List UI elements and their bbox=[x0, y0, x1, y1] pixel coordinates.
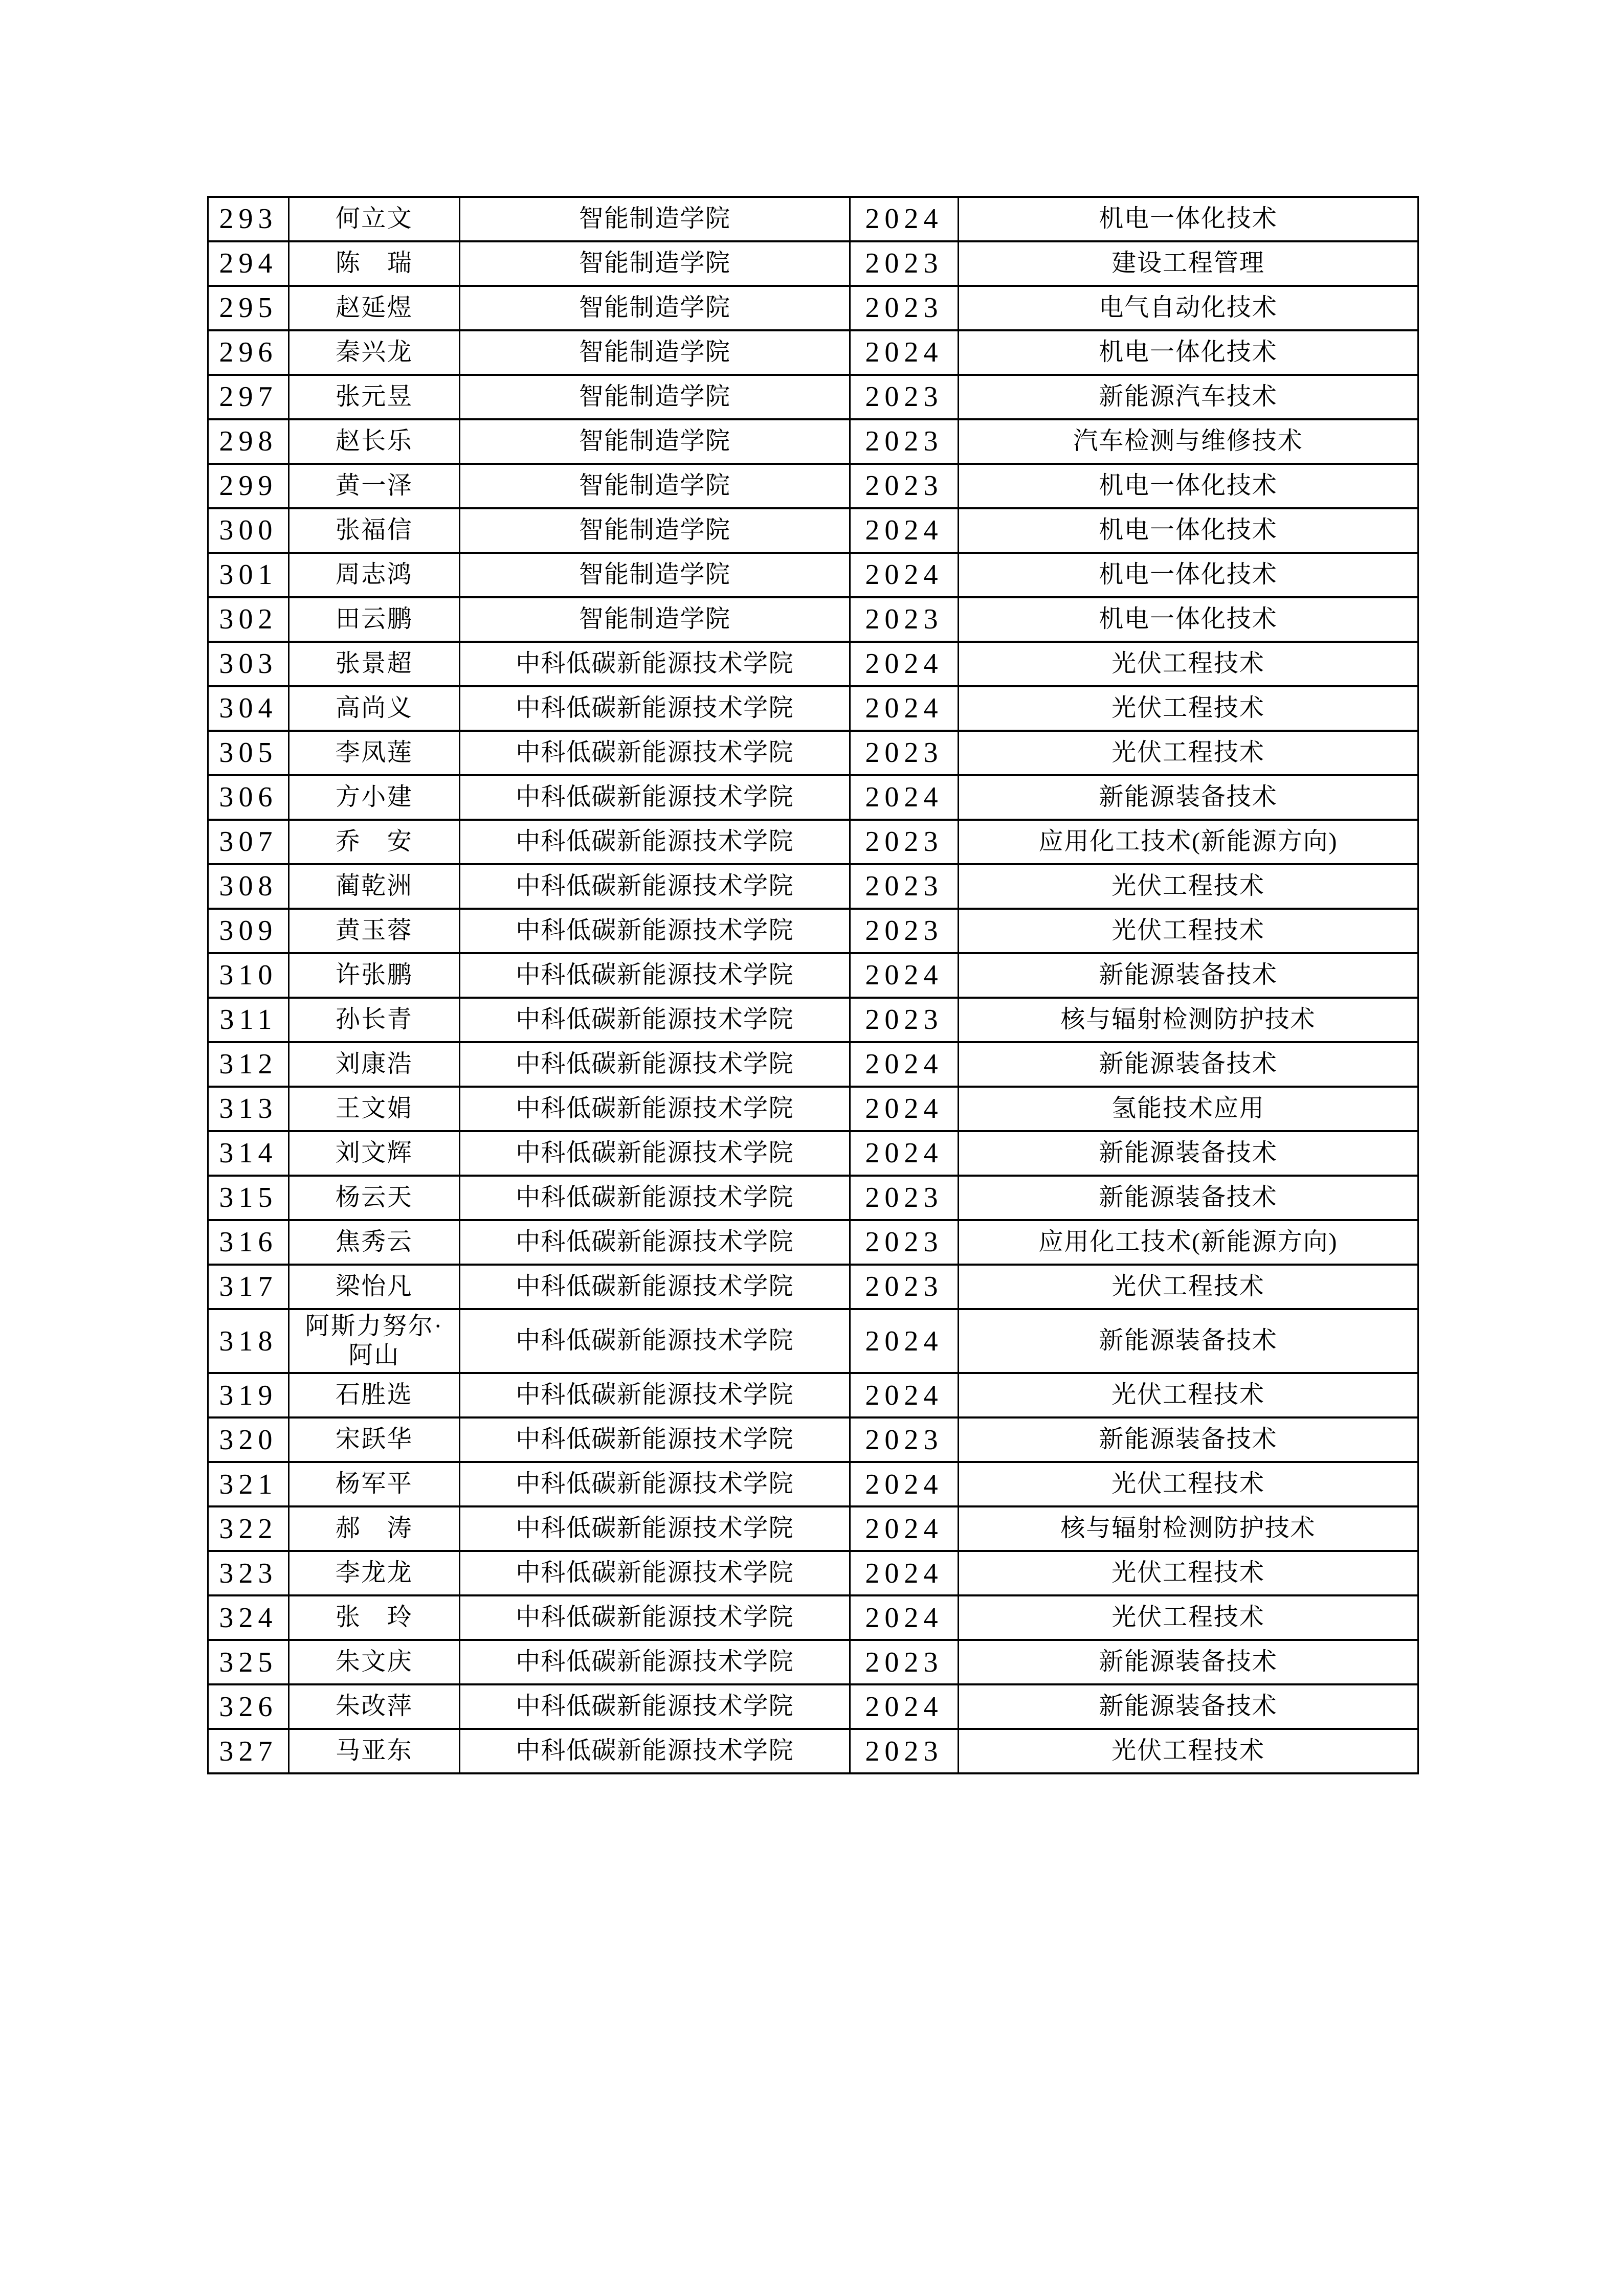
cell-name: 黄玉蓉 bbox=[289, 909, 460, 953]
cell-no: 297 bbox=[208, 375, 289, 419]
table-row bbox=[208, 197, 1418, 241]
cell-name: 张福信 bbox=[289, 508, 460, 553]
cell-year: 2023 bbox=[850, 1220, 959, 1265]
cell-year: 2024 bbox=[850, 686, 959, 731]
cell-no: 316 bbox=[208, 1220, 289, 1265]
table-row bbox=[208, 686, 1418, 731]
cell-name: 陈 瑞 bbox=[289, 241, 460, 286]
cell-name: 赵长乐 bbox=[289, 419, 460, 464]
cell-college: 中科低碳新能源技术学院 bbox=[460, 1551, 850, 1595]
cell-year: 2024 bbox=[850, 553, 959, 597]
table-row bbox=[208, 820, 1418, 864]
table-row bbox=[208, 241, 1418, 286]
cell-college: 中科低碳新能源技术学院 bbox=[460, 1684, 850, 1729]
cell-college: 中科低碳新能源技术学院 bbox=[460, 686, 850, 731]
cell-year: 2024 bbox=[850, 1131, 959, 1176]
cell-name: 刘文辉 bbox=[289, 1131, 460, 1176]
table-row bbox=[208, 1373, 1418, 1417]
cell-major: 新能源装备技术 bbox=[959, 1131, 1418, 1176]
cell-year: 2023 bbox=[850, 464, 959, 508]
cell-year: 2024 bbox=[850, 1551, 959, 1595]
cell-no: 315 bbox=[208, 1176, 289, 1220]
cell-name: 宋跃华 bbox=[289, 1417, 460, 1462]
cell-college: 智能制造学院 bbox=[460, 241, 850, 286]
cell-year: 2024 bbox=[850, 1684, 959, 1729]
cell-major: 汽车检测与维修技术 bbox=[959, 419, 1418, 464]
cell-college: 中科低碳新能源技术学院 bbox=[460, 1462, 850, 1506]
cell-no: 298 bbox=[208, 419, 289, 464]
cell-no: 325 bbox=[208, 1640, 289, 1684]
cell-no: 296 bbox=[208, 330, 289, 375]
cell-college: 中科低碳新能源技术学院 bbox=[460, 1042, 850, 1087]
cell-no: 294 bbox=[208, 241, 289, 286]
cell-name: 李龙龙 bbox=[289, 1551, 460, 1595]
cell-year: 2023 bbox=[850, 241, 959, 286]
table-row bbox=[208, 1506, 1418, 1551]
cell-major: 光伏工程技术 bbox=[959, 686, 1418, 731]
cell-year: 2024 bbox=[850, 1309, 959, 1373]
table-row bbox=[208, 775, 1418, 820]
cell-no: 318 bbox=[208, 1309, 289, 1373]
cell-year: 2024 bbox=[850, 1042, 959, 1087]
cell-major: 光伏工程技术 bbox=[959, 909, 1418, 953]
cell-name: 刘康浩 bbox=[289, 1042, 460, 1087]
cell-college: 智能制造学院 bbox=[460, 553, 850, 597]
cell-name: 王文娟 bbox=[289, 1087, 460, 1131]
cell-no: 309 bbox=[208, 909, 289, 953]
cell-college: 智能制造学院 bbox=[460, 597, 850, 642]
cell-college: 中科低碳新能源技术学院 bbox=[460, 1176, 850, 1220]
cell-year: 2023 bbox=[850, 1265, 959, 1309]
cell-major: 机电一体化技术 bbox=[959, 508, 1418, 553]
cell-year: 2024 bbox=[850, 1373, 959, 1417]
cell-name: 蔺乾洲 bbox=[289, 864, 460, 909]
cell-major: 新能源汽车技术 bbox=[959, 375, 1418, 419]
cell-college: 智能制造学院 bbox=[460, 286, 850, 330]
cell-major: 机电一体化技术 bbox=[959, 330, 1418, 375]
cell-year: 2023 bbox=[850, 998, 959, 1042]
cell-major: 应用化工技术(新能源方向) bbox=[959, 1220, 1418, 1265]
cell-major: 机电一体化技术 bbox=[959, 597, 1418, 642]
cell-year: 2023 bbox=[850, 864, 959, 909]
cell-no: 305 bbox=[208, 731, 289, 775]
table-row bbox=[208, 375, 1418, 419]
cell-year: 2023 bbox=[850, 820, 959, 864]
cell-name: 张 玲 bbox=[289, 1595, 460, 1640]
cell-year: 2024 bbox=[850, 642, 959, 686]
table-row bbox=[208, 1042, 1418, 1087]
table-row bbox=[208, 642, 1418, 686]
cell-year: 2024 bbox=[850, 953, 959, 998]
cell-college: 智能制造学院 bbox=[460, 375, 850, 419]
cell-name: 郝 涛 bbox=[289, 1506, 460, 1551]
cell-major: 新能源装备技术 bbox=[959, 1042, 1418, 1087]
cell-name: 周志鸿 bbox=[289, 553, 460, 597]
cell-no: 324 bbox=[208, 1595, 289, 1640]
table-row bbox=[208, 1640, 1418, 1684]
cell-year: 2023 bbox=[850, 1729, 959, 1773]
cell-no: 300 bbox=[208, 508, 289, 553]
roster-table bbox=[207, 196, 1419, 1774]
cell-major: 光伏工程技术 bbox=[959, 1551, 1418, 1595]
table-row bbox=[208, 953, 1418, 998]
cell-no: 311 bbox=[208, 998, 289, 1042]
cell-no: 303 bbox=[208, 642, 289, 686]
table-row bbox=[208, 1595, 1418, 1640]
cell-college: 智能制造学院 bbox=[460, 197, 850, 241]
table-row bbox=[208, 909, 1418, 953]
table-row bbox=[208, 1265, 1418, 1309]
cell-name: 张元昱 bbox=[289, 375, 460, 419]
cell-major: 新能源装备技术 bbox=[959, 1417, 1418, 1462]
cell-major: 光伏工程技术 bbox=[959, 1729, 1418, 1773]
cell-year: 2024 bbox=[850, 330, 959, 375]
cell-no: 322 bbox=[208, 1506, 289, 1551]
table-row bbox=[208, 553, 1418, 597]
cell-college: 中科低碳新能源技术学院 bbox=[460, 864, 850, 909]
cell-major: 光伏工程技术 bbox=[959, 731, 1418, 775]
cell-college: 中科低碳新能源技术学院 bbox=[460, 1373, 850, 1417]
table-row bbox=[208, 1087, 1418, 1131]
cell-college: 中科低碳新能源技术学院 bbox=[460, 909, 850, 953]
cell-no: 321 bbox=[208, 1462, 289, 1506]
cell-major: 新能源装备技术 bbox=[959, 1684, 1418, 1729]
cell-no: 326 bbox=[208, 1684, 289, 1729]
cell-year: 2023 bbox=[850, 419, 959, 464]
cell-major: 氢能技术应用 bbox=[959, 1087, 1418, 1131]
cell-major: 应用化工技术(新能源方向) bbox=[959, 820, 1418, 864]
cell-year: 2024 bbox=[850, 1462, 959, 1506]
cell-name: 朱文庆 bbox=[289, 1640, 460, 1684]
cell-college: 智能制造学院 bbox=[460, 508, 850, 553]
cell-name: 张景超 bbox=[289, 642, 460, 686]
cell-no: 307 bbox=[208, 820, 289, 864]
cell-year: 2023 bbox=[850, 1176, 959, 1220]
cell-year: 2024 bbox=[850, 1595, 959, 1640]
cell-no: 317 bbox=[208, 1265, 289, 1309]
table-row bbox=[208, 998, 1418, 1042]
cell-college: 中科低碳新能源技术学院 bbox=[460, 1309, 850, 1373]
table-row bbox=[208, 1309, 1418, 1373]
cell-no: 293 bbox=[208, 197, 289, 241]
cell-name: 方小建 bbox=[289, 775, 460, 820]
cell-no: 314 bbox=[208, 1131, 289, 1176]
cell-no: 323 bbox=[208, 1551, 289, 1595]
cell-major: 核与辐射检测防护技术 bbox=[959, 998, 1418, 1042]
cell-name: 许张鹏 bbox=[289, 953, 460, 998]
roster-table-body bbox=[208, 197, 1418, 1773]
cell-major: 新能源装备技术 bbox=[959, 775, 1418, 820]
cell-college: 中科低碳新能源技术学院 bbox=[460, 1220, 850, 1265]
cell-year: 2023 bbox=[850, 597, 959, 642]
cell-college: 智能制造学院 bbox=[460, 330, 850, 375]
cell-major: 光伏工程技术 bbox=[959, 1373, 1418, 1417]
table-row bbox=[208, 1131, 1418, 1176]
cell-no: 313 bbox=[208, 1087, 289, 1131]
cell-no: 299 bbox=[208, 464, 289, 508]
cell-college: 中科低碳新能源技术学院 bbox=[460, 1506, 850, 1551]
cell-year: 2023 bbox=[850, 909, 959, 953]
cell-major: 光伏工程技术 bbox=[959, 1595, 1418, 1640]
cell-name: 朱改萍 bbox=[289, 1684, 460, 1729]
cell-college: 中科低碳新能源技术学院 bbox=[460, 1087, 850, 1131]
cell-year: 2024 bbox=[850, 775, 959, 820]
cell-name: 马亚东 bbox=[289, 1729, 460, 1773]
cell-year: 2024 bbox=[850, 1506, 959, 1551]
cell-name: 孙长青 bbox=[289, 998, 460, 1042]
cell-no: 319 bbox=[208, 1373, 289, 1417]
cell-year: 2024 bbox=[850, 508, 959, 553]
cell-no: 327 bbox=[208, 1729, 289, 1773]
cell-no: 320 bbox=[208, 1417, 289, 1462]
table-row bbox=[208, 1462, 1418, 1506]
table-row bbox=[208, 464, 1418, 508]
cell-college: 中科低碳新能源技术学院 bbox=[460, 998, 850, 1042]
cell-no: 304 bbox=[208, 686, 289, 731]
cell-major: 核与辐射检测防护技术 bbox=[959, 1506, 1418, 1551]
cell-college: 中科低碳新能源技术学院 bbox=[460, 820, 850, 864]
cell-name: 梁怡凡 bbox=[289, 1265, 460, 1309]
table-row bbox=[208, 286, 1418, 330]
cell-no: 312 bbox=[208, 1042, 289, 1087]
cell-year: 2023 bbox=[850, 731, 959, 775]
cell-year: 2023 bbox=[850, 286, 959, 330]
cell-major: 机电一体化技术 bbox=[959, 464, 1418, 508]
cell-name: 秦兴龙 bbox=[289, 330, 460, 375]
cell-college: 中科低碳新能源技术学院 bbox=[460, 1640, 850, 1684]
cell-no: 295 bbox=[208, 286, 289, 330]
cell-name: 田云鹏 bbox=[289, 597, 460, 642]
cell-college: 中科低碳新能源技术学院 bbox=[460, 1417, 850, 1462]
table-row bbox=[208, 330, 1418, 375]
cell-year: 2023 bbox=[850, 1640, 959, 1684]
cell-college: 智能制造学院 bbox=[460, 419, 850, 464]
cell-name: 何立文 bbox=[289, 197, 460, 241]
cell-year: 2024 bbox=[850, 1087, 959, 1131]
cell-name: 石胜选 bbox=[289, 1373, 460, 1417]
cell-no: 308 bbox=[208, 864, 289, 909]
cell-major: 机电一体化技术 bbox=[959, 553, 1418, 597]
table-row bbox=[208, 1176, 1418, 1220]
cell-college: 中科低碳新能源技术学院 bbox=[460, 1729, 850, 1773]
cell-major: 光伏工程技术 bbox=[959, 642, 1418, 686]
cell-college: 中科低碳新能源技术学院 bbox=[460, 642, 850, 686]
table-row bbox=[208, 419, 1418, 464]
table-row bbox=[208, 731, 1418, 775]
cell-year: 2023 bbox=[850, 1417, 959, 1462]
cell-college: 中科低碳新能源技术学院 bbox=[460, 1131, 850, 1176]
cell-college: 中科低碳新能源技术学院 bbox=[460, 953, 850, 998]
cell-major: 电气自动化技术 bbox=[959, 286, 1418, 330]
cell-major: 新能源装备技术 bbox=[959, 953, 1418, 998]
table-row bbox=[208, 508, 1418, 553]
table-row bbox=[208, 1220, 1418, 1265]
cell-major: 建设工程管理 bbox=[959, 241, 1418, 286]
table-row bbox=[208, 864, 1418, 909]
cell-year: 2024 bbox=[850, 197, 959, 241]
cell-name: 高尚义 bbox=[289, 686, 460, 731]
table-row bbox=[208, 597, 1418, 642]
cell-major: 新能源装备技术 bbox=[959, 1176, 1418, 1220]
table-row bbox=[208, 1417, 1418, 1462]
cell-college: 中科低碳新能源技术学院 bbox=[460, 731, 850, 775]
cell-name: 赵延煜 bbox=[289, 286, 460, 330]
cell-college: 中科低碳新能源技术学院 bbox=[460, 1595, 850, 1640]
cell-name: 黄一泽 bbox=[289, 464, 460, 508]
cell-no: 302 bbox=[208, 597, 289, 642]
cell-name: 杨云天 bbox=[289, 1176, 460, 1220]
cell-name: 阿斯力努尔·阿山 bbox=[289, 1309, 460, 1373]
cell-major: 新能源装备技术 bbox=[959, 1640, 1418, 1684]
cell-major: 光伏工程技术 bbox=[959, 1462, 1418, 1506]
cell-name: 李凤莲 bbox=[289, 731, 460, 775]
cell-name: 乔 安 bbox=[289, 820, 460, 864]
cell-year: 2023 bbox=[850, 375, 959, 419]
table-row bbox=[208, 1684, 1418, 1729]
cell-no: 301 bbox=[208, 553, 289, 597]
cell-major: 新能源装备技术 bbox=[959, 1309, 1418, 1373]
cell-major: 光伏工程技术 bbox=[959, 1265, 1418, 1309]
cell-college: 智能制造学院 bbox=[460, 464, 850, 508]
cell-college: 中科低碳新能源技术学院 bbox=[460, 775, 850, 820]
cell-name: 杨军平 bbox=[289, 1462, 460, 1506]
cell-college: 中科低碳新能源技术学院 bbox=[460, 1265, 850, 1309]
cell-major: 光伏工程技术 bbox=[959, 864, 1418, 909]
cell-name: 焦秀云 bbox=[289, 1220, 460, 1265]
cell-major: 机电一体化技术 bbox=[959, 197, 1418, 241]
cell-no: 306 bbox=[208, 775, 289, 820]
table-row bbox=[208, 1729, 1418, 1773]
table-row bbox=[208, 1551, 1418, 1595]
cell-no: 310 bbox=[208, 953, 289, 998]
